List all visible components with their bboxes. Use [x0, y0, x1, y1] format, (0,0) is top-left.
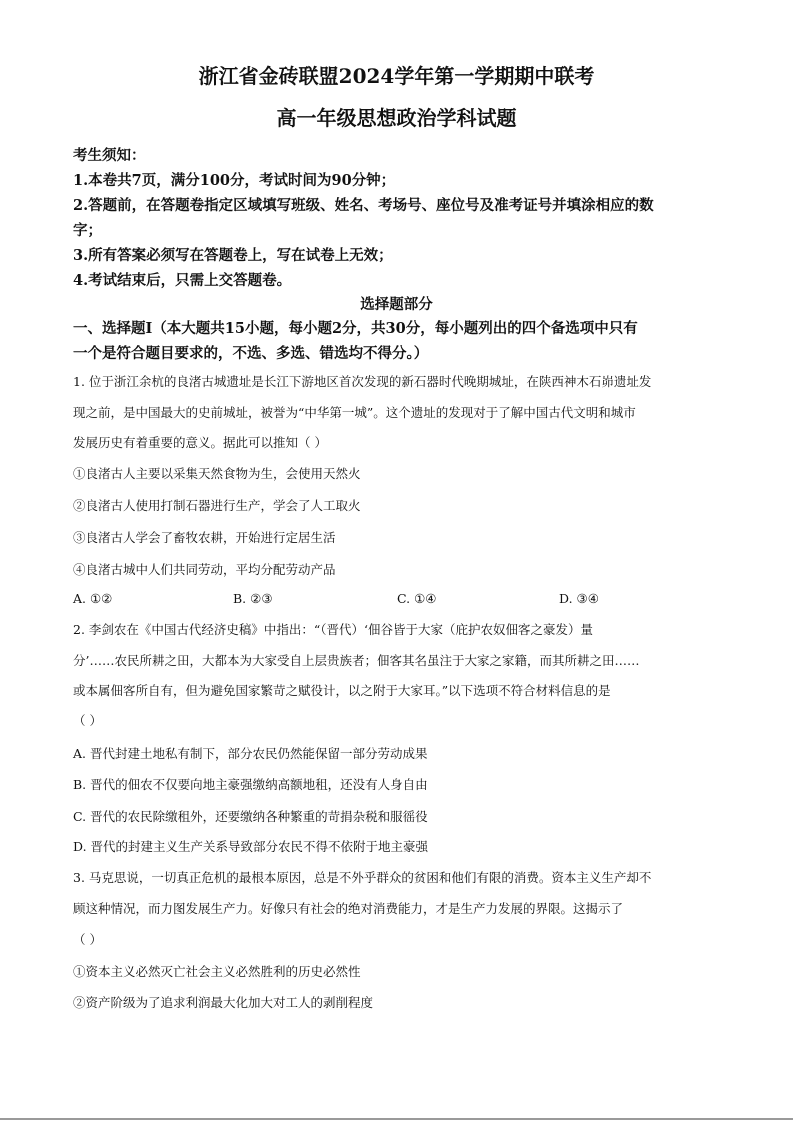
answer-option-a: A. ①② — [73, 591, 113, 606]
notice-heading: 考生须知： — [73, 147, 146, 164]
answer-option-b: B. ②③ — [233, 591, 273, 606]
question-statement: ③良渚古人学会了畜牧农耕，开始进行定居生活 — [73, 530, 336, 545]
question-stem-line: 3. 马克思说，一切真正危机的最根本原因，总是不外乎群众的贫困和他们有限的消费。资本主义生产却不 — [73, 870, 652, 885]
notice-item: 1.本卷共7页，满分100分，考试时间为90分钟； — [73, 172, 396, 189]
question-statement: ④良渚古城中人们共同劳动，平均分配劳动产品 — [73, 562, 336, 577]
question-stem-line: 现之前，是中国最大的史前城址，被誉为“中华第一城”。这个遗址的发现对于了解中国古代文明和城市 — [73, 405, 636, 420]
question-stem-line: 1. 位于浙江余杭的良渚古城遗址是长江下游地区首次发现的新石器时代晚期城址，在陕西神木石峁遗址发 — [73, 374, 652, 389]
page-bottom-rule — [0, 1118, 793, 1120]
question-statement: ①资本主义必然灭亡社会主义必然胜利的历史必然性 — [73, 964, 361, 979]
question-stem-line: 分’……农民所耕之田，大都本为大家受自上层贵族者；佃客其名虽注于大家之家籍，而其所耕之田…… — [73, 653, 640, 668]
answer-option-c: C. 晋代的农民除缴租外，还要缴纳各种繁重的苛捐杂税和服徭役 — [73, 809, 428, 824]
question-stem-line: 发展历史有着重要的意义。据此可以推知（ ） — [73, 435, 327, 450]
section-instruction: 一个是符合题目要求的，不选、多选、错选均不得分。） — [73, 345, 429, 362]
question-stem-line: 2. 李剑农在《中国古代经济史稿》中指出：“（晋代）‘佃谷皆于大家（庇护农奴佃客之豪发）量 — [73, 622, 594, 637]
notice-item: 2.答题前，在答题卷指定区域填写班级、姓名、考场号、座位号及准考证号并填涂相应的数 — [73, 197, 654, 214]
answer-option-b: B. 晋代的佃农不仅要向地主豪强缴纳高额地租，还没有人身自由 — [73, 777, 428, 792]
notice-item: 字； — [73, 222, 102, 239]
section-title: 选择题部分 — [360, 296, 433, 313]
question-stem-line: 或本属佃客所自有，但为避免国家繁苛之赋役计，以之附于大家耳。”以下选项不符合材料信息的是 — [73, 683, 611, 698]
section-instruction: 一、选择题Ⅰ（本大题共15小题，每小题2分，共30分，每小题列出的四个备选项中只有 — [73, 320, 638, 337]
answer-option-d: D. ③④ — [559, 591, 599, 606]
question-stem-line: （ ） — [73, 713, 102, 728]
question-statement: ②资产阶级为了追求利润最大化加大对工人的剥削程度 — [73, 995, 374, 1010]
answer-option-c: C. ①④ — [397, 591, 437, 606]
question-stem-line: （ ） — [73, 932, 102, 947]
notice-item: 3.所有答案必须写在答题卷上，写在试卷上无效； — [73, 247, 393, 264]
exam-title: 浙江省金砖联盟2024学年第一学期期中联考 — [198, 64, 595, 88]
answer-option-a: A. 晋代封建土地私有制下，部分农民仍然能保留一部分劳动成果 — [73, 746, 428, 761]
question-statement: ②良渚古人使用打制石器进行生产，学会了人工取火 — [73, 498, 361, 513]
question-stem-line: 顾这种情况，而力图发展生产力。好像只有社会的绝对消费能力，才是生产力发展的界限。这揭示了 — [73, 901, 624, 916]
notice-item: 4.考试结束后，只需上交答题卷。 — [73, 272, 292, 289]
answer-option-d: D. 晋代的封建主义生产关系导致部分农民不得不依附于地主豪强 — [73, 839, 429, 854]
exam-subtitle: 高一年级思想政治学科试题 — [276, 106, 517, 130]
question-statement: ①良渚古人主要以采集天然食物为生，会使用天然火 — [73, 466, 361, 481]
